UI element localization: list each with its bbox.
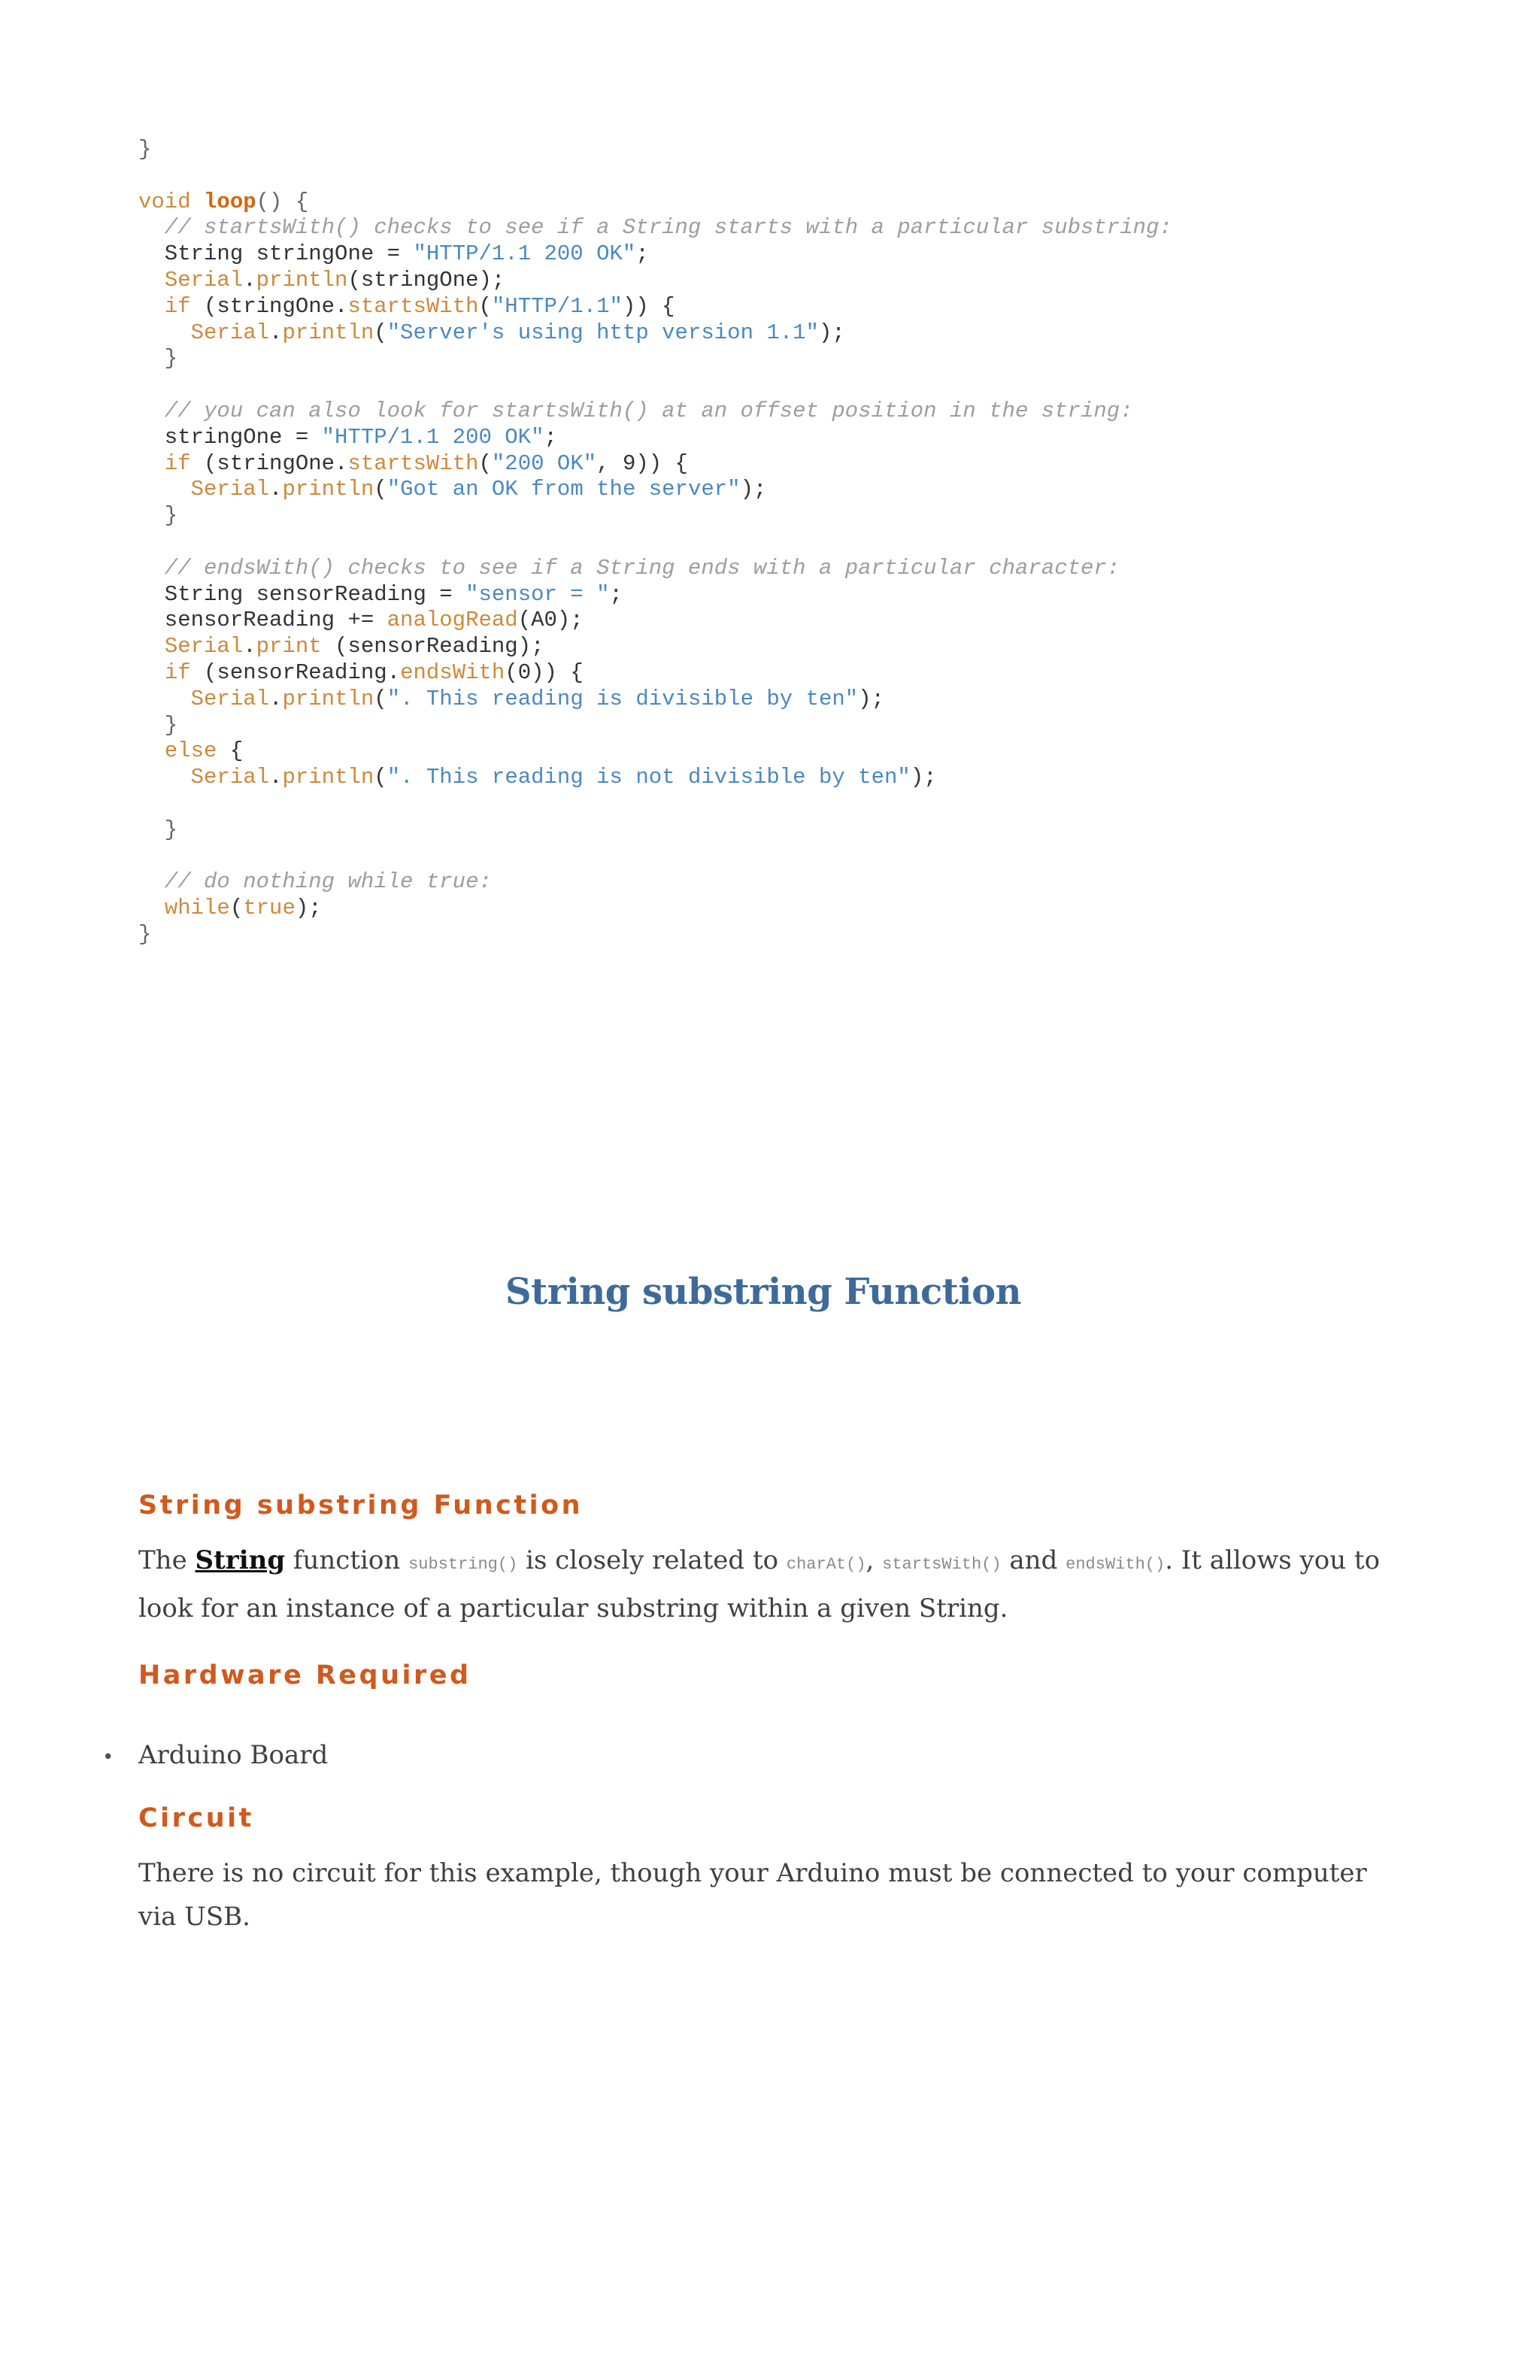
code-token: "HTTP/1.1 200 OK"	[321, 424, 544, 450]
code-token: }	[138, 712, 178, 738]
code-token: );	[740, 477, 767, 502]
code-token: Serial	[190, 477, 270, 502]
code-token: "Server's using http version 1.1"	[387, 320, 819, 345]
code-line	[138, 556, 1172, 582]
inline-code-substring: substring()	[408, 1555, 518, 1574]
code-token: Serial	[164, 267, 244, 293]
code-line	[138, 869, 1172, 896]
code-token: // you can also look for startsWith() at an offset position in the string:	[138, 398, 1133, 423]
code-token: ". This reading is not divisible by ten"	[387, 765, 911, 790]
code-line	[138, 503, 1172, 529]
code-line	[138, 399, 1172, 425]
code-token: (A0);	[517, 608, 584, 633]
code-token: // endsWith() checks to see if a String ends with a particular character:	[138, 555, 1120, 581]
code-token	[138, 660, 165, 685]
code-token: println	[282, 765, 374, 790]
code-token: (sensorReading.	[190, 659, 401, 685]
code-line	[138, 687, 1172, 713]
code-token: Serial	[164, 634, 244, 659]
code-token: )) {	[622, 293, 675, 319]
code-token: "Got an OK from the server"	[387, 477, 741, 502]
inline-code-startswith: startsWith()	[882, 1555, 1002, 1574]
code-token: true	[243, 896, 296, 921]
code-token: else	[164, 738, 217, 764]
code-line	[138, 844, 1172, 870]
code-token: print	[256, 634, 322, 659]
code-token: println	[282, 477, 374, 502]
text-run: is closely related to	[517, 1545, 787, 1575]
code-token: }	[138, 346, 178, 371]
code-token	[138, 451, 165, 476]
text-run: . It allows you to look for an instance of a particular substring within a given String.	[138, 1545, 1381, 1624]
code-line	[138, 896, 1172, 922]
code-token: Serial	[190, 320, 270, 345]
code-token: println	[282, 686, 374, 711]
code-token: println	[282, 320, 374, 345]
code-line	[138, 713, 1172, 739]
code-token: "200 OK"	[491, 450, 597, 476]
text-run: and	[1001, 1545, 1066, 1575]
code-line	[138, 529, 1172, 556]
code-token: // do nothing while true:	[138, 869, 492, 895]
code-line	[138, 477, 1172, 503]
code-line	[138, 765, 1172, 791]
code-token: (	[478, 450, 492, 476]
code-token: if	[164, 293, 191, 319]
code-token: stringOne =	[138, 424, 322, 450]
code-token: while	[164, 896, 230, 921]
code-token: "HTTP/1.1 200 OK"	[413, 241, 636, 267]
list-item-label: Arduino Board	[138, 1740, 329, 1770]
code-token: );	[858, 686, 885, 711]
circuit-paragraph: There is no circuit for this example, though your Arduino must be connected to your computer via USB.	[138, 1858, 1367, 1932]
code-line	[138, 922, 1172, 948]
code-token: {	[217, 738, 244, 764]
code-token: (	[478, 293, 492, 319]
code-line	[138, 137, 1172, 163]
code-token: if	[164, 450, 191, 476]
section-heading-hardware: Hardware Required	[138, 1660, 471, 1690]
code-token: .	[243, 634, 256, 659]
code-line	[138, 817, 1172, 844]
code-token: , 9)) {	[596, 450, 688, 476]
code-token: }	[138, 137, 152, 162]
code-line	[138, 738, 1172, 765]
code-token	[138, 896, 165, 920]
code-token: // startsWith() checks to see if a String starts with a particular substring:	[138, 215, 1172, 241]
code-token: (	[374, 686, 387, 711]
code-token	[138, 634, 165, 659]
code-line	[138, 241, 1172, 268]
section-heading-circuit: Circuit	[138, 1803, 254, 1833]
chapter-title: String substring Function	[505, 1271, 1021, 1313]
code-token: (	[374, 320, 387, 345]
code-token: }	[138, 503, 178, 529]
code-token: );	[818, 320, 845, 345]
code-line	[138, 451, 1172, 478]
code-token: );	[910, 765, 937, 790]
code-line	[138, 634, 1172, 660]
code-token: startsWith	[347, 293, 479, 319]
code-token: }	[138, 817, 178, 842]
text-run: function	[285, 1545, 409, 1575]
code-token: if	[164, 659, 191, 685]
code-token: ;	[609, 581, 623, 607]
inline-code-endswith: endsWith()	[1066, 1555, 1166, 1574]
code-token: Serial	[190, 686, 270, 711]
code-token: loop	[204, 189, 256, 214]
bullet-icon: •	[102, 1746, 114, 1769]
code-token: );	[295, 896, 322, 921]
code-token: sensorReading +=	[138, 608, 387, 633]
code-token: (stringOne);	[347, 267, 505, 293]
code-listing	[138, 137, 1172, 948]
code-token: Serial	[190, 765, 270, 790]
code-token	[138, 738, 165, 763]
code-token: ". This reading is divisible by ten"	[387, 686, 859, 711]
inline-code-charat: charAt()	[786, 1555, 866, 1574]
code-line	[138, 163, 1172, 189]
code-token: (stringOne.	[190, 293, 348, 319]
code-token	[138, 477, 191, 502]
code-line	[138, 320, 1172, 347]
code-token: startsWith	[347, 450, 479, 476]
code-line	[138, 215, 1172, 241]
code-token: analogRead	[387, 608, 518, 633]
code-line	[138, 268, 1172, 294]
hardware-list-item	[102, 1733, 328, 1779]
code-token	[138, 320, 191, 345]
code-token	[138, 294, 165, 319]
code-token: (sensorReading);	[321, 634, 544, 659]
code-token: println	[256, 267, 348, 293]
code-token: String stringOne =	[138, 241, 414, 267]
code-line	[138, 294, 1172, 320]
code-token	[138, 268, 165, 293]
code-line	[138, 660, 1172, 687]
code-token: .	[243, 267, 256, 293]
code-token: .	[269, 320, 283, 345]
code-token: (0)) {	[505, 659, 584, 685]
code-token: "sensor = "	[465, 581, 610, 607]
code-token	[138, 765, 191, 790]
code-line	[138, 425, 1172, 451]
code-token: ;	[635, 241, 649, 267]
code-line	[138, 582, 1172, 608]
section-heading-intro: String substring Function	[138, 1490, 584, 1520]
code-token: .	[269, 477, 283, 502]
code-line	[138, 608, 1172, 634]
code-token: "HTTP/1.1"	[491, 293, 623, 319]
code-token: ;	[544, 424, 557, 450]
code-token: endsWith	[400, 659, 505, 685]
code-token	[138, 687, 191, 711]
code-token: void	[138, 189, 205, 214]
code-token: (	[374, 765, 387, 790]
code-token: .	[269, 686, 283, 711]
code-token: (stringOne.	[190, 450, 348, 476]
code-token: .	[269, 765, 283, 790]
code-token: }	[138, 921, 152, 947]
code-line	[138, 189, 1172, 216]
code-token: String sensorReading =	[138, 581, 466, 607]
code-line	[138, 791, 1172, 817]
code-token: (	[229, 896, 244, 921]
code-line	[138, 346, 1172, 372]
string-link[interactable]: String	[195, 1545, 286, 1575]
code-token: () {	[256, 189, 309, 214]
code-token: (	[374, 477, 387, 502]
intro-paragraph	[138, 1539, 1394, 1630]
text-run: The	[138, 1545, 196, 1575]
text-run: ,	[865, 1545, 883, 1575]
code-line	[138, 372, 1172, 399]
